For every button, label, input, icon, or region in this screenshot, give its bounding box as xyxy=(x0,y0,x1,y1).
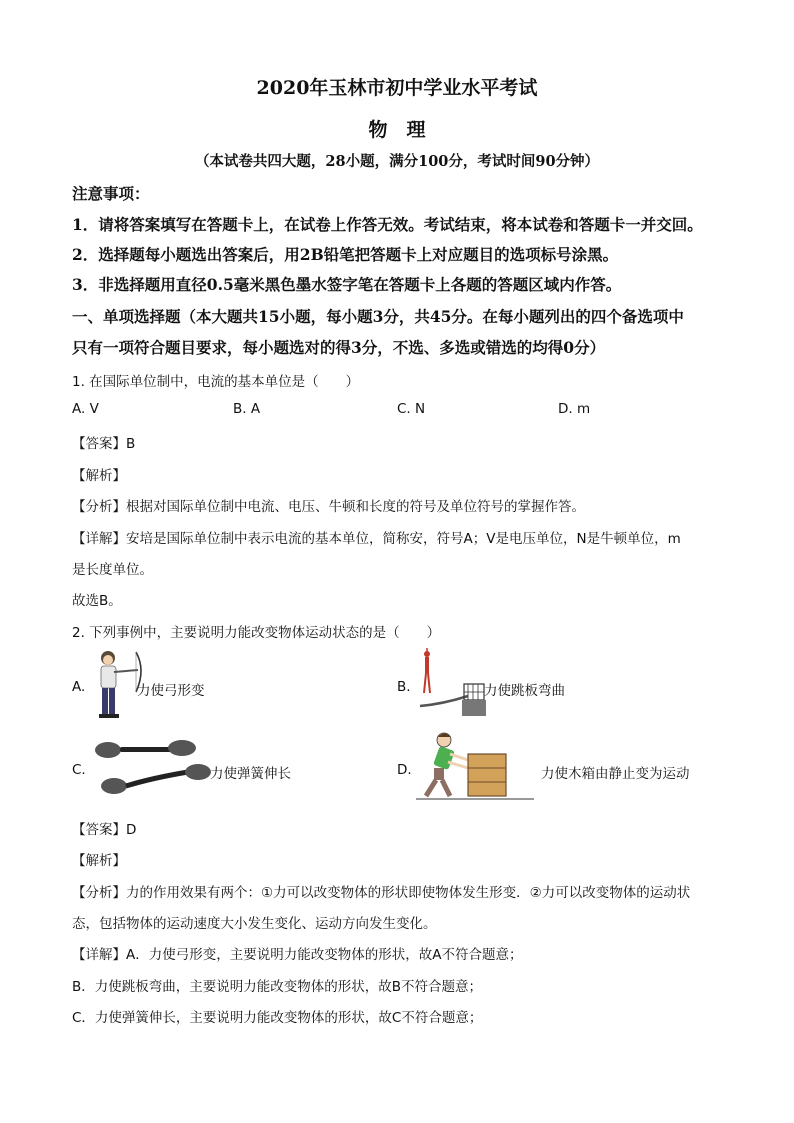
notice-item-3: 3．非选择题用直径0.5毫米黑色墨水签字笔在答题卡上各题的答题区域内作答。 xyxy=(72,275,622,294)
section-heading-line2: 只有一项符合题目要求，每小题选对的得3分，不选、多选或错选的均得0分） xyxy=(72,338,606,357)
q2-jiexi: 【解析】 xyxy=(72,853,126,869)
q2-detail-line1: 【详解】A．力使弓形变，主要说明力能改变物体的形状，故A不符合题意； xyxy=(72,947,523,963)
q2-option-b-caption: 力使跳板弯曲 xyxy=(484,683,565,699)
q1-analysis: 【分析】根据对国际单位制中电流、电压、牛顿和长度的符号及单位符号的掌握作答。 xyxy=(72,499,585,515)
notice-heading: 注意事项： xyxy=(72,184,150,203)
exam-title: 2020年玉林市初中学业水平考试 xyxy=(256,77,538,99)
q2-analysis-line1: 【分析】力的作用效果有两个：①力可以改变物体的形状即使物体发生形变．②力可以改变物体的运动状 xyxy=(72,885,691,901)
q2-stem: 2. 下列事例中，主要说明力能改变物体运动状态的是（ ） xyxy=(72,625,441,641)
q1-detail-line2: 是长度单位。 xyxy=(72,562,153,578)
q2-answer: 【答案】D xyxy=(72,822,137,838)
q1-option-a: A. V xyxy=(72,401,99,417)
q1-option-c: C. N xyxy=(397,401,426,417)
q2-option-d-letter: D. xyxy=(397,762,412,778)
exam-info: （本试卷共四大题，28小题，满分100分，考试时间90分钟） xyxy=(194,153,600,170)
q2-option-c-letter: C. xyxy=(72,762,86,778)
q2-option-b-letter: B. xyxy=(397,679,411,695)
diver-icon xyxy=(418,648,488,720)
notice-item-2: 2．选择题每小题选出答案后，用2B铅笔把答题卡上对应题目的选项标号涂黑。 xyxy=(72,245,619,264)
spring-icon xyxy=(92,738,212,800)
q2-analysis-line2: 态，包括物体的运动速度大小发生变化、运动方向发生变化。 xyxy=(72,916,437,932)
q1-option-b: B. A xyxy=(233,401,261,417)
section-heading-line1: 一、单项选择题（本大题共15小题，每小题3分，共45分。在每小题列出的四个备选项中 xyxy=(72,307,684,326)
q1-detail-line1: 【详解】安培是国际单位制中表示电流的基本单位，简称安，符号A；V是电压单位，N是牛顿单位，m xyxy=(72,531,681,547)
q2-option-a-letter: A. xyxy=(72,679,86,695)
q2-option-c-caption: 力使弹簧伸长 xyxy=(210,766,291,782)
q1-stem: 1. 在国际单位制中，电流的基本单位是（ ） xyxy=(72,374,360,390)
push-box-icon xyxy=(416,732,536,804)
subject-title: 物 理 xyxy=(368,119,426,141)
q2-detail-line2: B．力使跳板弯曲，主要说明力能改变物体的形状，故B不符合题意； xyxy=(72,979,483,995)
q1-conclusion: 故选B。 xyxy=(72,593,122,609)
q1-option-d: D. m xyxy=(558,401,591,417)
notice-item-1: 1．请将答案填写在答题卡上，在试卷上作答无效。考试结束，将本试卷和答题卡一并交回。 xyxy=(72,215,703,234)
q1-answer: 【答案】B xyxy=(72,436,136,452)
q2-option-a-caption: 力使弓形变 xyxy=(137,683,205,699)
q2-option-d-caption: 力使木箱由静止变为运动 xyxy=(541,766,690,782)
q2-detail-line3: C．力使弹簧伸长，主要说明力能改变物体的形状，故C不符合题意； xyxy=(72,1010,483,1026)
q1-jiexi: 【解析】 xyxy=(72,468,126,484)
